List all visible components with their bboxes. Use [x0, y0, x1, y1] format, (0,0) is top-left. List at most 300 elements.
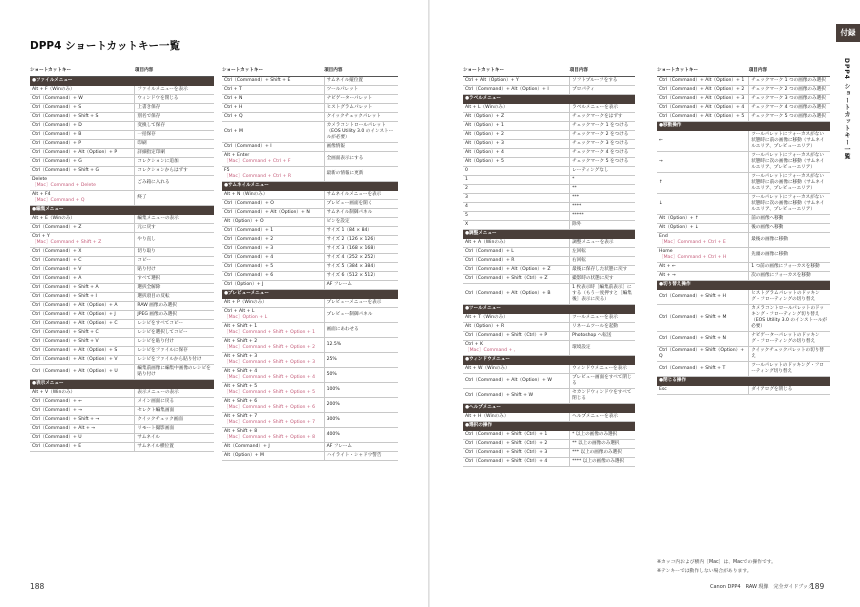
page-gutter [428, 0, 430, 607]
shortcut-key-cell [463, 212, 570, 221]
header-shortcut-key: ショートカットキー [463, 66, 570, 77]
shortcut-key: Ctrl（Command）+ Shift + W [465, 393, 534, 398]
item-content-cell: カメラコントロールパレット（EOS Utility 3.0 のインストールが必要） [324, 122, 398, 143]
table-row [463, 185, 635, 194]
item-content-cell: 除外 [570, 221, 635, 230]
shortcut-key: Ctrl（Command）+ E [32, 444, 82, 449]
item-content-cell: 印刷 [135, 140, 214, 149]
mac-shortcut-key: ［Mac］Option + L [224, 315, 268, 320]
item-content-cell: ピンを設定 [324, 218, 398, 227]
item-content-cell: ヘルプメニューを表示 [570, 413, 635, 422]
shortcut-key-cell [30, 443, 135, 452]
table-row [30, 284, 214, 293]
section-header [222, 182, 398, 191]
shortcut-key: Ctrl（Command）+ C [32, 258, 82, 263]
item-content-cell: チェックマーク 4 をつける [570, 149, 635, 158]
shortcut-key-cell [463, 176, 570, 185]
shortcut-key: Alt + L（Winのみ） [465, 105, 508, 110]
item-content-cell: サムネイル縦位置 [324, 77, 398, 86]
table-row [463, 86, 635, 95]
shortcut-key-cell [30, 104, 135, 113]
shortcut-key-cell [463, 431, 570, 440]
item-content-cell: クイックチェック画面 [135, 416, 214, 425]
item-content-cell: 右回転 [570, 257, 635, 266]
item-content-cell: ツールパレットにフォーカスがない状態時に次の画像に移動（サムネイルエリア、プレビューエリア） [749, 194, 830, 215]
shortcut-key: Ctrl（Command）+ 5 [224, 264, 274, 269]
shortcut-key-cell [30, 284, 135, 293]
item-content-cell: チェックマークをはずす [570, 113, 635, 122]
shortcut-key-cell [30, 389, 135, 398]
shortcut-key: Ctrl（Option）+ J [224, 282, 264, 287]
shortcut-key-cell [222, 383, 324, 398]
table-row [222, 323, 398, 338]
table-row [463, 221, 635, 230]
table-row [463, 122, 635, 131]
footnotes [657, 558, 776, 576]
shortcut-key: Alt + Shift + 4 [224, 369, 258, 374]
shortcut-key-cell [222, 413, 324, 428]
shortcut-key: Ctrl（Command）+ I [224, 144, 272, 149]
item-content-cell: リネームツールを起動 [570, 323, 635, 332]
item-content-cell: 前の画像へ移動 [749, 215, 830, 224]
mac-shortcut-key: ［Mac］Command + Shift + Option + 1 [224, 330, 316, 335]
shortcut-key: Ctrl（Command）+ A [32, 276, 82, 281]
shortcut-key: Alt + Shift + 3 [224, 354, 258, 359]
item-content-cell: サムネイルメニューを表示 [324, 191, 398, 200]
shortcut-key: Alt + F4 [32, 192, 51, 197]
item-content-cell: コピー [135, 257, 214, 266]
item-content-cell: レーティングなし [570, 167, 635, 176]
section-header [30, 380, 214, 389]
table-row [222, 299, 398, 308]
mac-shortcut-key: ［Mac］Command + Shift + Option + 8 [224, 435, 316, 440]
item-content-cell: 400% [324, 428, 398, 443]
item-content-cell: 最新の情報に更新 [324, 167, 398, 182]
shortcut-key-cell [30, 434, 135, 443]
shortcut-key: Ctrl（Command）+ Alt（Option）+ 1 [659, 78, 745, 83]
item-content-cell: ヒストグラムパレット [324, 104, 398, 113]
shortcut-key: Ctrl（Command）+ Shift（Ctrl）+ 4 [465, 459, 548, 464]
table-row [30, 131, 214, 140]
footnote: ※テンキーでは動作しない場合があります。 [657, 569, 752, 574]
shortcut-key: Ctrl（Command）+ Shift + T [659, 366, 726, 371]
table-row [30, 215, 214, 224]
item-content-cell: 最後の画像に移動 [749, 233, 830, 248]
shortcut-key: 0 [465, 168, 468, 173]
shortcut-key-cell [657, 152, 749, 173]
table-row [30, 266, 214, 275]
shortcut-key-cell [222, 167, 324, 182]
table-row [30, 224, 214, 233]
shortcut-key: Ctrl（Command）+ W [32, 96, 83, 101]
table-row [222, 428, 398, 443]
shortcut-key-cell [657, 272, 749, 281]
shortcut-key: Alt + Shift + 6 [224, 399, 258, 404]
section-title: ●切り替え操作 [657, 281, 830, 290]
table-row [222, 353, 398, 368]
item-content-cell: * [570, 176, 635, 185]
table-row [463, 149, 635, 158]
item-content-cell: チェックマーク 1 をつける [570, 122, 635, 131]
shortcut-key-cell [30, 347, 135, 356]
mac-shortcut-key: ［Mac］Command + Delete [32, 183, 96, 188]
item-content-cell: サムネイル横位置 [135, 443, 214, 452]
shortcut-key-cell [222, 452, 324, 461]
table-row [30, 347, 214, 356]
shortcut-key: Alt + E（Winのみ） [32, 216, 75, 221]
table-row [463, 203, 635, 212]
shortcut-key-cell [30, 338, 135, 347]
table-row [657, 77, 830, 86]
item-content-cell: メイン画面に戻る [135, 398, 214, 407]
table-row [30, 140, 214, 149]
item-content-cell: チェックマーク 2 をつける [570, 131, 635, 140]
item-content-cell: ウィンドウメニューを表示 [570, 365, 635, 374]
table-row [222, 272, 398, 281]
table-row [222, 218, 398, 227]
item-content-cell: ***** [570, 212, 635, 221]
shortcut-key: Ctrl（Command）+ R [465, 258, 515, 263]
shortcut-key-cell [30, 416, 135, 425]
shortcut-key-cell [30, 248, 135, 257]
item-content-cell: サイズ 1（84 × 84） [324, 227, 398, 236]
item-content-cell: 25% [324, 353, 398, 368]
shortcut-column-4 [657, 66, 830, 395]
item-content-cell: ごみ箱に入れる [135, 176, 214, 191]
mac-shortcut-key: ［Mac］Command + Ctrl + F [224, 159, 291, 164]
shortcut-key-cell [657, 305, 749, 332]
item-content-cell: 編集メニューの表示 [135, 215, 214, 224]
shortcut-key: Alt（Option）+ 4 [465, 150, 504, 155]
item-content-cell: セカンドウィンドウをすべて閉じる [570, 389, 635, 404]
table-row [222, 191, 398, 200]
item-content-cell: Photoshop へ転送 [570, 332, 635, 341]
table-header [657, 66, 830, 77]
shortcut-key-cell [657, 248, 749, 263]
shortcut-key-cell [222, 308, 324, 323]
table-row [463, 431, 635, 440]
shortcut-key-cell [463, 257, 570, 266]
shortcut-key: Alt + Shift + 1 [224, 324, 258, 329]
shortcut-table [657, 66, 830, 395]
item-content-cell: コレクションからはずす [135, 167, 214, 176]
item-content-cell: 100% [324, 383, 398, 398]
item-content-cell: 左回転 [570, 248, 635, 257]
section-title: ●編集メニュー [30, 206, 214, 215]
table-row [222, 236, 398, 245]
item-content-cell: レシピを貼り付け [135, 338, 214, 347]
section-title: ●ツールメニュー [463, 305, 635, 314]
table-row [463, 104, 635, 113]
table-row [222, 383, 398, 398]
table-row [30, 122, 214, 131]
page-number-right: 189 [810, 582, 825, 591]
item-content-cell: 元に戻す [135, 224, 214, 233]
table-row [30, 416, 214, 425]
shortcut-key-cell [463, 113, 570, 122]
table-row [30, 167, 214, 176]
item-content-cell: AF フレーム [324, 281, 398, 290]
item-content-cell: ナビゲーターパレット [324, 95, 398, 104]
shortcut-key: Ctrl + H [224, 105, 243, 110]
table-row [30, 257, 214, 266]
item-content-cell: 最後に保存した状態に戻す [570, 266, 635, 275]
item-content-cell: サイズ 6（512 × 512） [324, 272, 398, 281]
item-content-cell: 編集前画像に編集中画像のレシピを貼り付け [135, 365, 214, 380]
shortcut-key: Alt（Option）+ ↓ [659, 225, 699, 230]
shortcut-key: Alt + Shift + 5 [224, 384, 258, 389]
shortcut-key-cell [463, 374, 570, 389]
shortcut-key: Alt + Enter [224, 153, 250, 158]
shortcut-key-cell [222, 254, 324, 263]
shortcut-key-cell [30, 407, 135, 416]
mac-shortcut-key: ［Mac］Command + Shift + Option + 5 [224, 390, 316, 395]
shortcut-key-cell [30, 149, 135, 158]
shortcut-key-cell [463, 86, 570, 95]
table-row [463, 389, 635, 404]
shortcut-column-1 [30, 66, 214, 452]
shortcut-key: Ctrl + T [224, 87, 242, 92]
item-content-cell: 切り取り [135, 248, 214, 257]
page-number-left: 188 [30, 582, 45, 591]
shortcut-key: Alt + Shift + 8 [224, 429, 258, 434]
table-row [222, 152, 398, 167]
section-header [463, 356, 635, 365]
header-shortcut-key: ショートカットキー [222, 66, 324, 77]
item-content-cell: チェックマーク 1 つの画像のみ選択 [749, 77, 830, 86]
table-row [463, 176, 635, 185]
shortcut-key-cell [463, 458, 570, 467]
table-row [463, 266, 635, 275]
table-row [463, 314, 635, 323]
shortcut-key: Ctrl（Command）+ Shift（Ctrl）+ P [465, 333, 548, 338]
shortcut-key-cell [30, 365, 135, 380]
shortcut-key: Ctrl（Command）+ 3 [224, 246, 274, 251]
item-content-cell: すべて選択 [135, 275, 214, 284]
item-content-cell: レシピを選択してコピー [135, 329, 214, 338]
shortcut-key: Alt（Command）+ J [224, 444, 270, 449]
shortcut-key: Ctrl（Command）+ Shift + V [32, 339, 99, 344]
table-row [657, 233, 830, 248]
shortcut-key-cell [463, 341, 570, 356]
section-title: ●表示メニュー [30, 380, 214, 389]
table-row [222, 86, 398, 95]
table-row [222, 443, 398, 452]
table-row [222, 77, 398, 86]
item-content-cell: 全画面表示にする [324, 152, 398, 167]
shortcut-key-cell [222, 272, 324, 281]
section-title: ●ウィンドウメニュー [463, 356, 635, 365]
item-content-cell: 終了 [135, 191, 214, 206]
mac-shortcut-key: ［Mac］Command + Shift + Option + 4 [224, 375, 316, 380]
table-row [657, 248, 830, 263]
shortcut-key: Alt + Shift + 7 [224, 414, 258, 419]
shortcut-key: Alt（Option）+ 3 [465, 141, 504, 146]
table-row [463, 113, 635, 122]
item-content-cell: 後の画像へ移動 [749, 224, 830, 233]
table-row [30, 434, 214, 443]
shortcut-key: Alt（Option）+ 1 [465, 123, 504, 128]
table-row [30, 338, 214, 347]
table-row [30, 104, 214, 113]
section-header [222, 290, 398, 299]
item-content-cell: ラベルメニューを表示 [570, 104, 635, 113]
table-row [222, 398, 398, 413]
table-row [222, 209, 398, 218]
shortcut-key-cell [657, 224, 749, 233]
table-row [30, 320, 214, 329]
item-content-cell: チェックマーク 5 つの画像のみ選択 [749, 113, 830, 122]
shortcut-key-cell [657, 362, 749, 377]
shortcut-key: Ctrl（Command）+ Alt（Option）+ W [465, 378, 552, 383]
shortcut-key: 2 [465, 186, 468, 191]
shortcut-key-cell [657, 113, 749, 122]
shortcut-key-cell [222, 77, 324, 86]
table-row [657, 290, 830, 305]
item-content-cell: プレビュー制御パネル [324, 308, 398, 323]
shortcut-key-cell [30, 122, 135, 131]
shortcut-key: Ctrl（Command）+ Shift + S [32, 114, 99, 119]
item-content-cell: 次の画像にフォーカスを移動 [749, 272, 830, 281]
table-row [463, 167, 635, 176]
shortcut-key: Ctrl + Alt + L [224, 309, 255, 314]
shortcut-key: Ctrl（Command）+ Shift + G [32, 168, 100, 173]
item-content-cell: 50% [324, 368, 398, 383]
shortcut-key: Ctrl（Command）+ Shift + I [32, 294, 97, 299]
table-row [30, 425, 214, 434]
shortcut-key: Ctrl（Command）+ Alt（Option）+ P [32, 150, 118, 155]
mac-shortcut-key: ［Mac］Command + Q [32, 198, 85, 203]
table-row [463, 248, 635, 257]
shortcut-key: Ctrl（Command）+ → [32, 408, 83, 413]
item-content-cell: サイズ 3（168 × 168） [324, 245, 398, 254]
shortcut-key: Alt（Option）+ R [465, 324, 505, 329]
mac-shortcut-key: ［Mac］Command + , [465, 348, 516, 353]
table-row [463, 458, 635, 467]
shortcut-key: Ctrl + K [465, 342, 483, 347]
section-title: ●調整メニュー [463, 230, 635, 239]
shortcut-key-cell [222, 338, 324, 353]
shortcut-key-cell [463, 275, 570, 284]
shortcut-key: Ctrl + Alt（Option）+ Y [465, 78, 519, 83]
item-content-cell: レシピをすべてコピー [135, 320, 214, 329]
shortcut-key-cell [657, 233, 749, 248]
shortcut-key-cell [222, 191, 324, 200]
shortcut-key-cell [463, 239, 570, 248]
shortcut-key-cell [463, 167, 570, 176]
item-content-cell: ** 以上の画像のみ選択 [570, 440, 635, 449]
shortcut-key: Ctrl（Command）+ Alt（Option）+ V [32, 357, 118, 362]
item-content-cell: ダイアログを閉じる [749, 386, 830, 395]
item-content-cell: コレクションに追加 [135, 158, 214, 167]
item-content-cell: RAW 画像のみ選択 [135, 302, 214, 311]
item-content-cell: ナビゲーターパレットのドッキング・フローティングの切り替え [749, 332, 830, 347]
shortcut-key-cell [463, 332, 570, 341]
shortcut-key: Ctrl（Command）+ Shift + → [32, 417, 100, 422]
shortcut-key-cell [463, 248, 570, 257]
header-shortcut-key: ショートカットキー [30, 66, 135, 77]
item-content-cell: ツールパレットのドッキング・フローティング切り替え [749, 362, 830, 377]
item-content-cell: 画像情報 [324, 143, 398, 152]
shortcut-key-cell [463, 158, 570, 167]
shortcut-key: Alt + T（Winのみ） [465, 315, 508, 320]
shortcut-key-cell [30, 320, 135, 329]
table-row [222, 368, 398, 383]
table-row [222, 167, 398, 182]
mac-shortcut-key: ［Mac］Command + Ctrl + R [224, 174, 292, 179]
page-title: DPP4 ショートカットキー一覧 [30, 40, 180, 52]
section-title: ●選択の操作 [463, 422, 635, 431]
section-title: ●移動操作 [657, 122, 830, 131]
shortcut-key-cell [657, 131, 749, 152]
shortcut-key: Ctrl（Command）+ Shift + E [224, 78, 291, 83]
table-row [463, 212, 635, 221]
shortcut-key: Alt（Option）+ ↑ [659, 216, 699, 221]
shortcut-key: Alt（Option）+ Z [465, 114, 505, 119]
table-row [463, 284, 635, 305]
table-row [30, 293, 214, 302]
table-row [222, 308, 398, 323]
item-content-cell: 選択全解除 [135, 284, 214, 293]
item-content-cell: 上書き保存 [135, 104, 214, 113]
item-content-cell: チェックマーク 3 をつける [570, 140, 635, 149]
shortcut-key: Ctrl（Command）+ S [32, 105, 82, 110]
item-content-cell: プロパティ [570, 86, 635, 95]
shortcut-key: Ctrl + M [224, 129, 243, 134]
shortcut-key: Alt + F（Winのみ） [32, 87, 75, 92]
shortcut-key: ↓ [659, 201, 663, 206]
item-content-cell: 先頭の画像に移動 [749, 248, 830, 263]
footnote: ※カッコ内および横内［Mac］は、Macでの操作です。 [657, 560, 776, 565]
appendix-tab: 付録 [836, 24, 860, 42]
table-row [463, 413, 635, 422]
table-row [30, 275, 214, 284]
mac-shortcut-key: ［Mac］Command + Ctrl + H [659, 255, 727, 260]
shortcut-key: 4 [465, 204, 468, 209]
shortcut-key: Delete [32, 177, 48, 182]
shortcut-key-cell [222, 443, 324, 452]
table-row [463, 140, 635, 149]
item-content-cell: サイズ 4（252 × 252） [324, 254, 398, 263]
header-item-content: 項目内容 [135, 66, 214, 77]
shortcut-key: Ctrl（Command）+ Alt（Option）+ B [465, 291, 551, 296]
shortcut-key: Ctrl（Command）+ ← [32, 399, 83, 404]
item-content-cell: ヒストグラムパレットのドッキング・フローティングの切り替え [749, 290, 830, 305]
table-row [222, 227, 398, 236]
shortcut-key-cell [222, 299, 324, 308]
shortcut-key-cell [30, 398, 135, 407]
shortcut-key-cell [30, 224, 135, 233]
shortcut-key: Ctrl（Command）+ P [32, 141, 82, 146]
table-row [463, 332, 635, 341]
shortcut-key-cell [222, 143, 324, 152]
table-row [463, 275, 635, 284]
shortcut-key-cell [222, 122, 324, 143]
shortcut-key: Ctrl（Command）+ Shift + A [32, 285, 99, 290]
shortcut-key: Ctrl（Command）+ Alt（Option）+ S [32, 348, 118, 353]
table-row [657, 173, 830, 194]
shortcut-key: Ctrl（Command）+ L [465, 249, 514, 254]
item-content-cell: 一括保存 [135, 131, 214, 140]
section-header [463, 422, 635, 431]
item-content-cell: ツールパレットにフォーカスがない状態時に前の画像に移動（サムネイルエリア、プレビューエリア） [749, 173, 830, 194]
shortcut-key: 3 [465, 195, 468, 200]
header-item-content: 項目内容 [324, 66, 398, 77]
section-header [657, 122, 830, 131]
table-row [463, 194, 635, 203]
shortcut-key-cell [30, 266, 135, 275]
shortcut-key-cell [222, 245, 324, 254]
